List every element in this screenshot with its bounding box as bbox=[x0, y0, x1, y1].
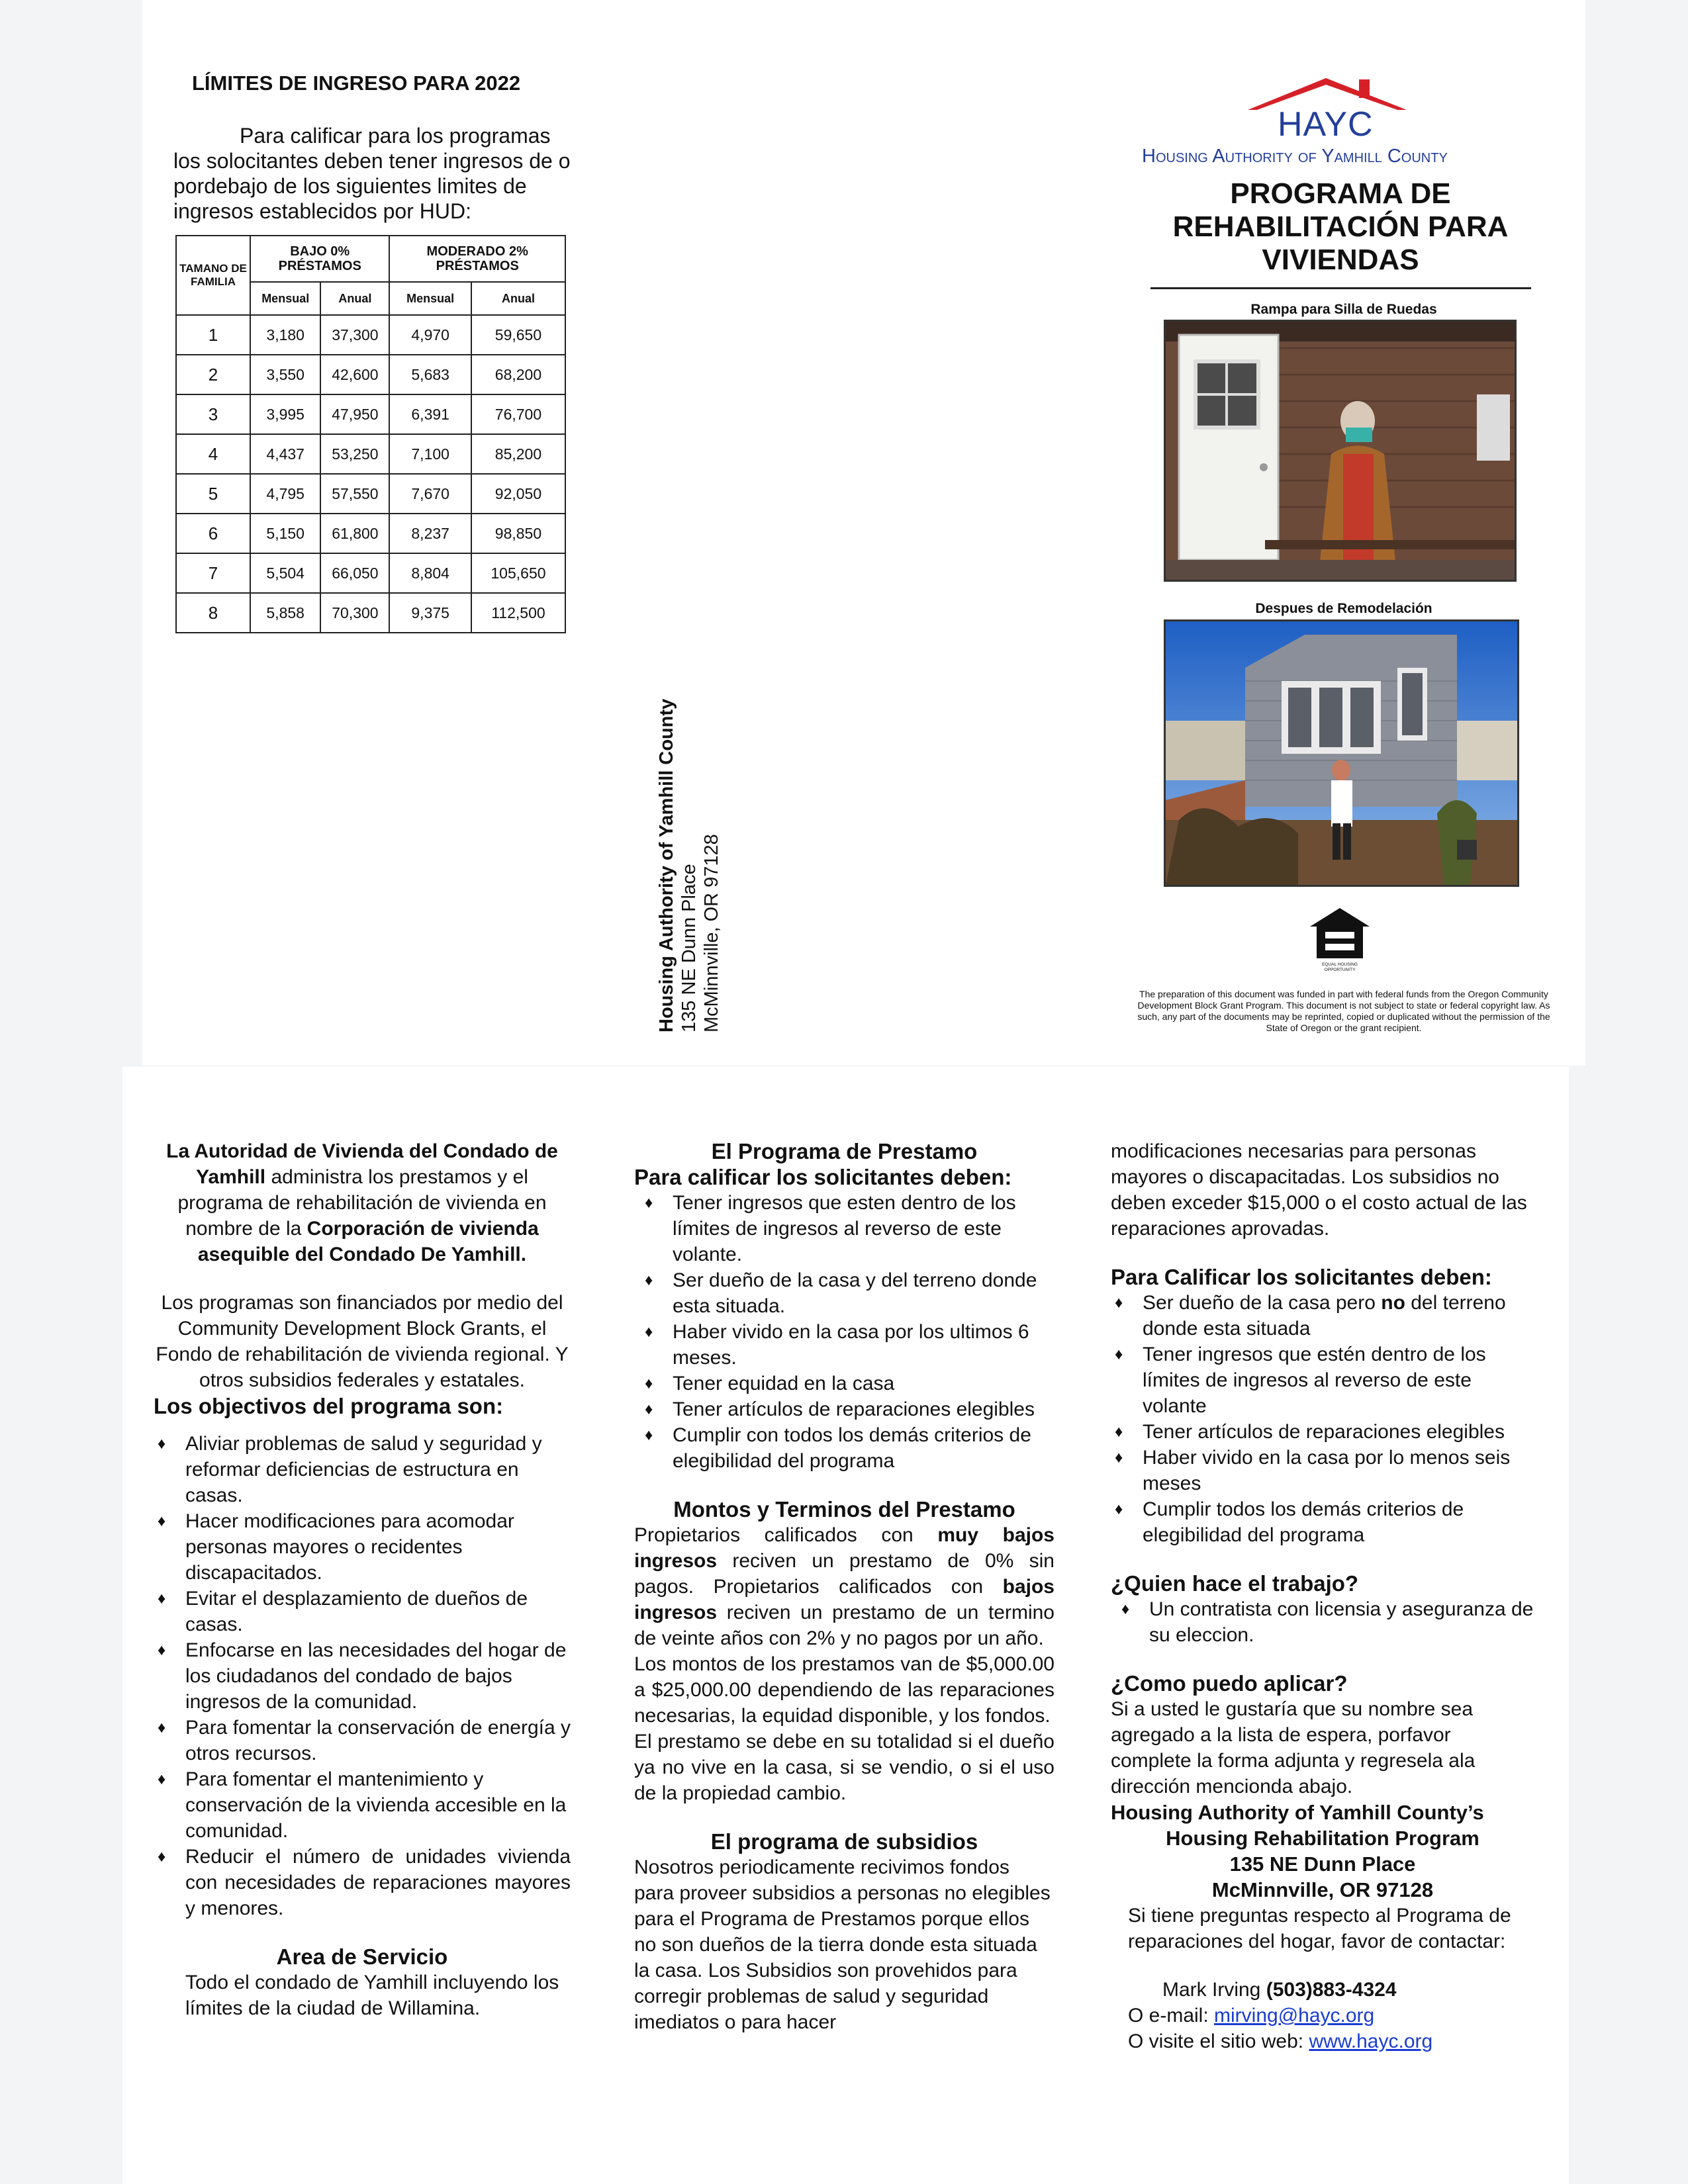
list-item: ♦ Hacer modificaciones para acomodar personas mayores o recidentes discapacitados. bbox=[154, 1508, 571, 1586]
annual-header: Anual bbox=[471, 282, 565, 315]
table-cell: 4,970 bbox=[389, 315, 471, 355]
list-item: ♦ Para fomentar el mantenimiento y conservación de la vivienda accesible en la comunidad. bbox=[154, 1766, 571, 1844]
funding-disclaimer: The preparation of this document was funded in part with federal funds from the Oregon Community Development Block Grant Program. This document is not subject to state or federal copyright law. As such, any part of the documents may be reprinted, copied or duplicated without the permission of the State of Oregon or the grant recipient. bbox=[1137, 989, 1550, 1033]
table-row bbox=[176, 394, 565, 434]
list-item: ♦ Aliviar problemas de salud y seguridad y reformar deficiencias de estructura en casas. bbox=[154, 1431, 571, 1508]
contact-name: Mark Irving bbox=[1162, 1979, 1266, 2001]
program-title: PROGRAMA DE REHABILITACIÓN PARA VIVIENDAS bbox=[1172, 177, 1509, 276]
who-does-work-title: ¿Quien hace el trabajo? bbox=[1111, 1571, 1359, 1596]
mail-address-line3: 135 NE Dunn Place bbox=[1229, 1852, 1416, 1876]
list-item: ♦ Ser dueño de la casa y del terreno donde esta situada. bbox=[641, 1267, 1055, 1319]
annual-header: Anual bbox=[320, 282, 389, 315]
email-label: O e-mail: bbox=[1128, 2005, 1215, 2026]
income-limits-intro: Para calificar para los programas los solocitantes deben tener ingresos de o pordebajo de los siguientes limites de ingresos establecidos por HUD: bbox=[173, 124, 571, 223]
loan-due-text: El prestamo se debe en su totalidad si el dueño ya no vive en la casa, si se vendio, o si el uso de la propiedad cambio. bbox=[634, 1731, 1055, 1804]
list-item: ♦ Tener ingresos que estén dentro de los límites de ingresos al reverso de este volante bbox=[1111, 1342, 1534, 1419]
table-cell: 57,550 bbox=[320, 474, 389, 514]
table-cell: 6 bbox=[176, 514, 250, 553]
list-item: ♦ Para fomentar la conservación de energía y otros recursos. bbox=[154, 1715, 571, 1766]
table-cell: 68,200 bbox=[471, 355, 565, 394]
list-item: ♦ Cumplir con todos los demás criterios de elegibilidad del programa bbox=[641, 1422, 1055, 1474]
hayc-logo-text: HAYC bbox=[1278, 105, 1374, 144]
table-row bbox=[176, 553, 565, 593]
loan-amounts-text: Los montos de los prestamos van de $5,000.00 a $25,000.00 dependiendo de las reparaciones necesarias, la equidad disponible, y los fondos. bbox=[634, 1653, 1055, 1727]
list-item: ♦ Evitar el desplazamiento de dueños de casas. bbox=[154, 1586, 571, 1637]
photo1-caption: Rampa para Silla de Ruedas bbox=[1250, 302, 1437, 317]
svg-text:EQUAL HOUSING: EQUAL HOUSING bbox=[1322, 962, 1358, 967]
table-cell: 42,600 bbox=[320, 355, 389, 394]
subsidy-qualify-title: Para Calificar los solicitantes deben: bbox=[1111, 1265, 1492, 1289]
terms-low-income: bajos ingresos bbox=[634, 1576, 1055, 1623]
list-item: ♦ Haber vivido en la casa por los ultimos 6 meses. bbox=[641, 1319, 1055, 1371]
req1-text: Ser dueño de la casa pero bbox=[1143, 1292, 1382, 1314]
remodeled-home-photo bbox=[1164, 619, 1519, 887]
wheelchair-ramp-photo bbox=[1164, 320, 1517, 582]
table-row bbox=[176, 474, 565, 514]
table-cell: 6,391 bbox=[389, 394, 471, 434]
table-cell: 37,300 bbox=[320, 315, 389, 355]
who-does-work-list bbox=[1117, 1596, 1534, 1648]
loan-qualify-title: Para calificar los solicitantes deben: bbox=[634, 1165, 1012, 1189]
table-cell: 9,375 bbox=[389, 593, 471, 633]
table-row bbox=[176, 355, 565, 394]
list-item: ♦ Reducir el número de unidades vivienda con necesidades de reparaciones mayores y menores. bbox=[154, 1844, 571, 1921]
return-address-org: Housing Authority of Yamhill County bbox=[656, 698, 677, 1032]
table-cell: 59,650 bbox=[471, 315, 565, 355]
title-divider bbox=[1150, 287, 1531, 289]
photo2-caption: Despues de Remodelación bbox=[1255, 601, 1432, 616]
table-cell: 8 bbox=[176, 593, 250, 633]
income-limits-table bbox=[175, 235, 566, 633]
table-cell: 5,683 bbox=[389, 355, 471, 394]
right-column bbox=[1111, 1138, 1534, 2054]
table-cell: 92,050 bbox=[471, 474, 565, 514]
return-address-street: 135 NE Dunn Place bbox=[679, 864, 700, 1032]
how-to-apply-text: Si a usted le gustaría que su nombre sea agregado a la lista de espera, porfavor complete la forma adjunta y regresela ala dirección mencionda abajo. bbox=[1111, 1698, 1476, 1797]
table-cell: 2 bbox=[176, 355, 250, 394]
intro-corporation-name: Corporación de vivienda asequible del Condado De Yamhill. bbox=[197, 1218, 539, 1265]
table-cell: 76,700 bbox=[471, 394, 565, 434]
table-cell: 105,650 bbox=[471, 553, 565, 593]
agency-name: Housing Authority of Yamhill County bbox=[1142, 146, 1448, 167]
table-cell: 5,858 bbox=[250, 593, 320, 633]
subsidy-program-title: El programa de subsidios bbox=[710, 1829, 978, 1854]
table-cell: 98,850 bbox=[471, 514, 565, 553]
questions-text: Si tiene preguntas respecto al Programa de reparaciones del hogar, favor de contactar: bbox=[1128, 1905, 1511, 1952]
middle-column bbox=[634, 1138, 1055, 2035]
terms-text-2: reciven un prestamo de 0% sin pagos. Propietarios calificados con bbox=[634, 1550, 1055, 1598]
table-cell: 4,795 bbox=[250, 474, 320, 514]
req1-text-end: del terreno donde esta situada bbox=[1143, 1292, 1506, 1340]
table-cell: 5,150 bbox=[250, 514, 320, 553]
list-item: ♦ Tener artículos de reparaciones elegibles bbox=[1111, 1419, 1534, 1445]
table-cell: 5 bbox=[176, 474, 250, 514]
left-column bbox=[154, 1138, 571, 2021]
table-cell: 85,200 bbox=[471, 434, 565, 474]
low-income-header: BAJO 0% PRÉSTAMOS bbox=[250, 236, 389, 282]
loan-requirements-list bbox=[641, 1190, 1055, 1474]
subsidy-requirements-list bbox=[1111, 1290, 1534, 1548]
table-cell: 8,804 bbox=[389, 553, 471, 593]
table-cell: 53,250 bbox=[320, 434, 389, 474]
loan-terms-title: Montos y Terminos del Prestamo bbox=[673, 1497, 1015, 1522]
table-cell: 3,180 bbox=[250, 315, 320, 355]
monthly-header: Mensual bbox=[389, 282, 471, 315]
list-item: ♦ Enfocarse en las necesidades del hogar de los ciudadanos del condado de bajos ingresos de la comunidad. bbox=[154, 1637, 571, 1715]
table-cell: 7,670 bbox=[389, 474, 471, 514]
income-limits-title: LÍMITES DE INGRESO PARA 2022 bbox=[192, 71, 521, 95]
list-item: ♦ Tener ingresos que esten dentro de los límites de ingresos al reverso de este volante. bbox=[641, 1190, 1055, 1267]
table-cell: 8,237 bbox=[389, 514, 471, 553]
service-area-text: Todo el condado de Yamhill incluyendo los límites de la ciudad de Willamina. bbox=[185, 1972, 559, 2019]
contact-line bbox=[1111, 1977, 1534, 2003]
svg-text:OPPORTUNITY: OPPORTUNITY bbox=[1324, 968, 1356, 972]
return-address bbox=[655, 699, 723, 1032]
list-item: ♦ Haber vivido en la casa por lo menos seis meses bbox=[1111, 1445, 1534, 1496]
table-row bbox=[176, 434, 565, 474]
table-cell: 7 bbox=[176, 553, 250, 593]
intro-agency-name: La Autoridad de Vivienda del Condado de Yamhill bbox=[166, 1140, 558, 1188]
table-cell: 70,300 bbox=[320, 593, 389, 633]
mail-address-line2: Housing Rehabilitation Program bbox=[1166, 1827, 1479, 1850]
email-line bbox=[1111, 2003, 1534, 2028]
table-cell: 3 bbox=[176, 394, 250, 434]
subsidy-continued-text: modificaciones necesarias para personas mayores o discapacitadas. Los subsidios no deben exceder $15,000 o el costo actual de las reparaciones aprovadas. bbox=[1111, 1140, 1527, 1240]
income-limits-rows bbox=[176, 315, 565, 633]
website-label: O visite el sitio web: bbox=[1128, 2030, 1309, 2052]
list-item: ♦ Cumplir todos los demás criterios de elegibilidad del programa bbox=[1111, 1496, 1534, 1548]
return-address-city: McMinnville, OR 97128 bbox=[701, 834, 722, 1032]
service-area-title: Area de Servicio bbox=[276, 1944, 448, 1969]
table-cell: 61,800 bbox=[320, 514, 389, 553]
website-link[interactable]: www.hayc.org bbox=[1309, 2030, 1433, 2052]
website-line bbox=[1111, 2028, 1534, 2054]
list-item: ♦ Un contratista con licensia y aseguranza de su eleccion. bbox=[1117, 1596, 1534, 1648]
mail-address-line1: Housing Authority of Yamhill County’s bbox=[1111, 1801, 1484, 1824]
table-cell: 3,995 bbox=[250, 394, 320, 434]
loan-terms-text bbox=[634, 1522, 1055, 1651]
loan-program-title: El Programa de Prestamo bbox=[711, 1139, 978, 1163]
table-cell: 1 bbox=[176, 315, 250, 355]
terms-very-low-income: muy bajos ingresos bbox=[634, 1524, 1055, 1572]
table-row bbox=[176, 593, 565, 633]
table-cell: 47,950 bbox=[320, 394, 389, 434]
terms-text-3: reciven un prestamo de un termino de veinte años con 2% y no pagos por un año. bbox=[634, 1602, 1055, 1649]
table-cell: 66,050 bbox=[320, 553, 389, 593]
intro-paragraph bbox=[154, 1138, 571, 1267]
table-cell: 3,550 bbox=[250, 355, 320, 394]
funding-paragraph: Los programas son financiados por medio del Community Development Block Grants, el Fondo de rehabilitación de vivienda regional. Y otros subsidios federales y estatales. bbox=[156, 1292, 569, 1391]
table-cell: 4,437 bbox=[250, 434, 320, 474]
table-cell: 4 bbox=[176, 434, 250, 474]
intro-text: administra los prestamos y el programa de rehabilitación de vivienda en nombre de la bbox=[177, 1166, 547, 1240]
list-item bbox=[1111, 1290, 1534, 1342]
family-size-header: TAMANO DE FAMILIA bbox=[176, 236, 250, 315]
terms-text-1: Propietarios calificados con bbox=[634, 1524, 938, 1546]
objectives-title: Los objectivos del programa son: bbox=[154, 1394, 504, 1418]
contact-phone: (503)883-4324 bbox=[1266, 1979, 1397, 2001]
table-row bbox=[176, 315, 565, 355]
email-link[interactable]: mirving@hayc.org bbox=[1214, 2005, 1375, 2026]
table-cell: 112,500 bbox=[471, 593, 565, 633]
list-item: ♦ Tener artículos de reparaciones elegibles bbox=[641, 1396, 1055, 1422]
table-cell: 7,100 bbox=[389, 434, 471, 474]
mail-address-line4: McMinnville, OR 97128 bbox=[1211, 1878, 1434, 1901]
how-to-apply-title: ¿Como puedo aplicar? bbox=[1111, 1671, 1348, 1696]
moderate-income-header: MODERADO 2% PRÉSTAMOS bbox=[389, 236, 565, 282]
table-cell: 5,504 bbox=[250, 553, 320, 593]
list-item: ♦ Tener equidad en la casa bbox=[641, 1371, 1055, 1396]
objectives-list bbox=[154, 1431, 571, 1921]
table-row bbox=[176, 514, 565, 553]
monthly-header: Mensual bbox=[250, 282, 320, 315]
equal-housing-opportunity-icon bbox=[1307, 905, 1372, 973]
subsidy-program-text: Nosotros periodicamente recivimos fondos para proveer subsidios a personas no elegibles para el Programa de Prestamos porque ellos no son dueños de la tierra donde esta situada la casa. Los Subsidios son provehidos para corregir problemas de salud y seguridad imediatos o para hacer bbox=[634, 1856, 1051, 2033]
req1-emphasis: no bbox=[1381, 1292, 1405, 1314]
